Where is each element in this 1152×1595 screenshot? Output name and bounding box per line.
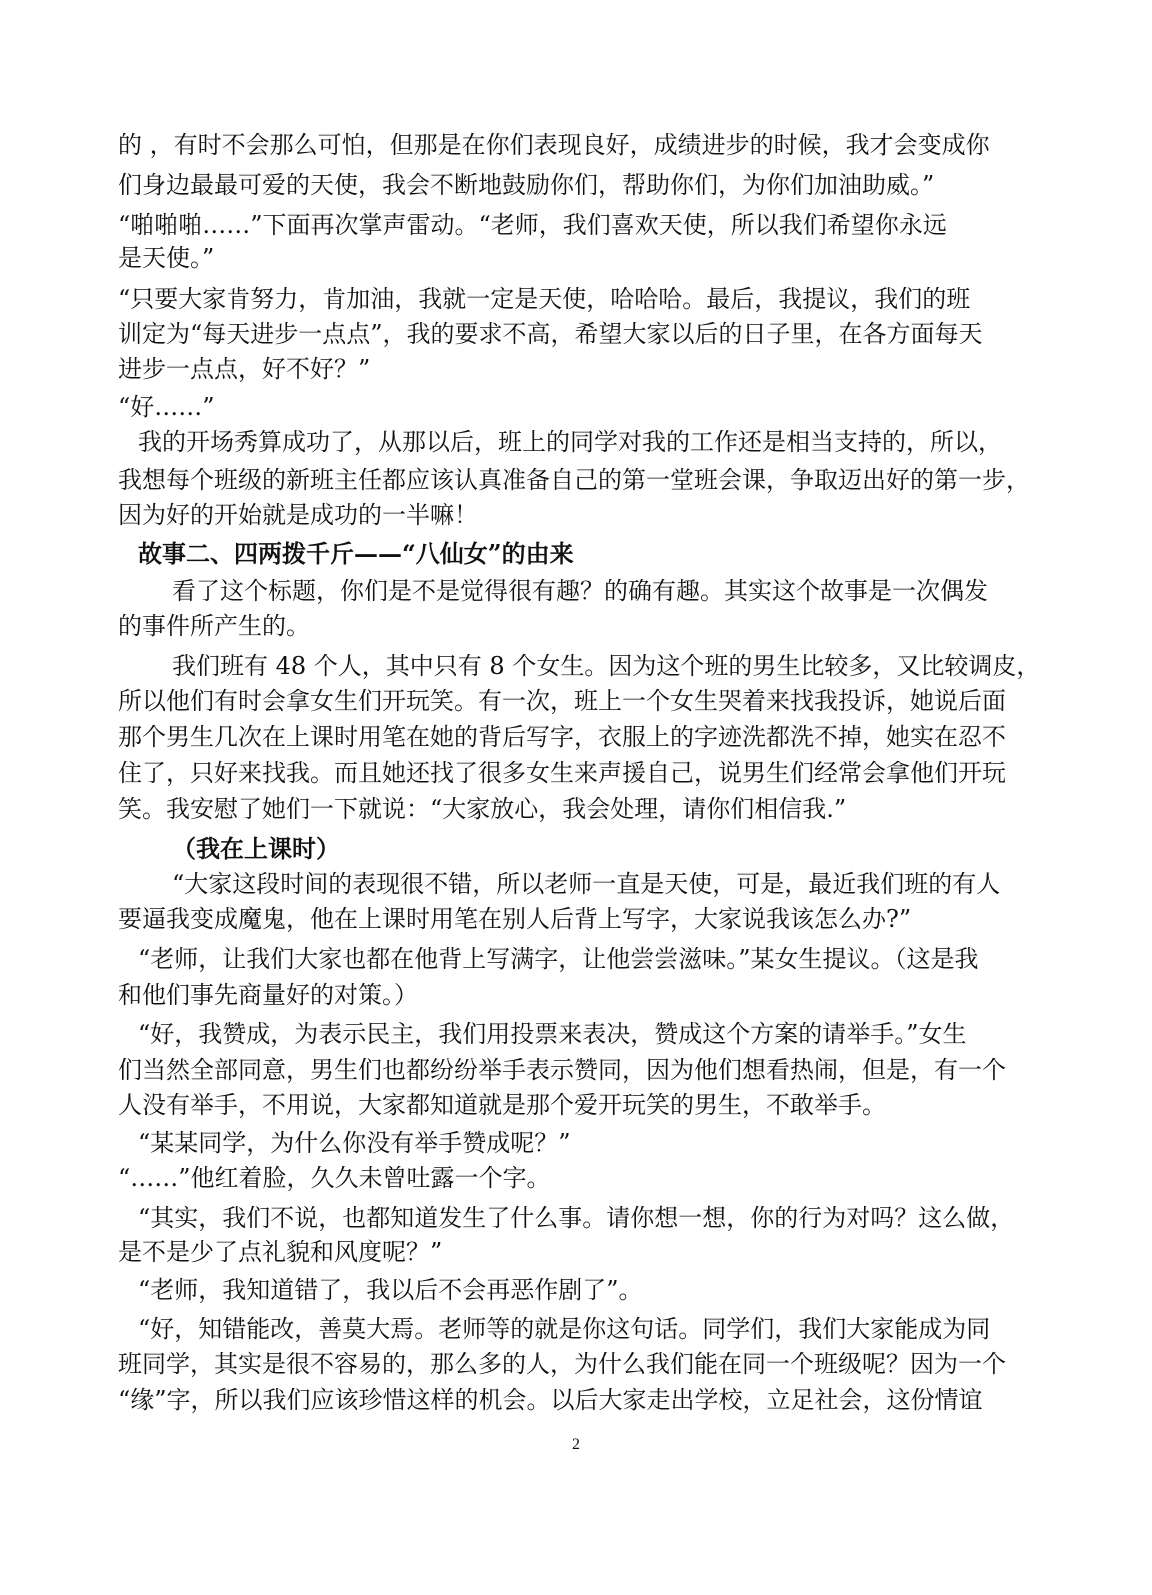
text-line: “缘”字，所以我们应该珍惜这样的机会。以后大家走出学校，立足社会，这份情谊	[118, 1386, 983, 1414]
text-line: 进步一点点，好不好？”	[118, 355, 371, 383]
text-line: “某某同学，为什么你没有举手赞成呢？”	[138, 1129, 571, 1157]
text-line: 住了，只好来找我。而且她还找了很多女生来声援自己，说男生们经常会拿他们开玩	[118, 759, 1006, 787]
text-line: 因为好的开始就是成功的一半嘛！	[118, 501, 478, 529]
text-line: 我想每个班级的新班主任都应该认真准备自己的第一堂班会课，争取迈出好的第一步，	[118, 466, 1030, 494]
text-line: 那个男生几次在上课时用笔在她的背后写字，衣服上的字迹洗都洗不掉，她实在忍不	[118, 723, 1006, 751]
text-line: “其实，我们不说，也都知道发生了什么事。请你想一想，你的行为对吗？这么做，	[138, 1204, 1015, 1232]
text-line: 笑。我安慰了她们一下就说：“大家放心，我会处理，请你们相信我.”	[118, 795, 847, 823]
text-line: 和他们事先商量好的对策。）	[118, 981, 418, 1009]
text-line: 要逼我变成魔鬼，他在上课时用笔在别人后背上写字，大家说我该怎么办?”	[118, 905, 912, 933]
text-line: “好，知错能改，善莫大焉。老师等的就是你这句话。同学们，我们大家能成为同	[138, 1315, 991, 1343]
text-line: 我们班有 48 个人，其中只有 8 个女生。因为这个班的男生比较多，又比较调皮，	[172, 652, 1041, 680]
section-heading: 故事二、四两拨千斤——“八仙女”的由来	[138, 539, 574, 568]
scene-note: （我在上课时）	[172, 834, 340, 863]
text-line: 班同学，其实是很不容易的，那么多的人，为什么我们能在同一个班级呢？因为一个	[118, 1350, 1006, 1378]
text-line: “老师，让我们大家也都在他背上写满字，让他尝尝滋味。”某女生提议。（这是我	[138, 945, 979, 973]
page-number: 2	[572, 1436, 580, 1453]
text-line: “……”他红着脸，久久未曾吐露一个字。	[118, 1164, 551, 1192]
text-line: 训定为“每天进步一点点”，我的要求不高，希望大家以后的日子里，在各方面每天	[118, 320, 983, 348]
text-line: “好……”	[118, 393, 215, 421]
text-line: 是不是少了点礼貌和风度呢？”	[118, 1238, 443, 1266]
text-line: 的 ，有时不会那么可怕，但那是在你们表现良好，成绩进步的时候，我才会变成你	[118, 131, 990, 159]
text-line: “好，我赞成，为表示民主，我们用投票来表决，赞成这个方案的请举手。”女生	[138, 1020, 967, 1048]
text-line: 是天使。”	[118, 244, 215, 272]
text-line: 所以他们有时会拿女生们开玩笑。有一次，班上一个女生哭着来找我投诉，她说后面	[118, 687, 1006, 715]
text-line: 们当然全部同意，男生们也都纷纷举手表示赞同，因为他们想看热闹，但是，有一个	[118, 1056, 1006, 1084]
text-line: “只要大家肯努力，肯加油，我就一定是天使，哈哈哈。最后，我提议，我们的班	[118, 285, 971, 313]
text-line: 的事件所产生的。	[118, 612, 310, 640]
text-line: “大家这段时间的表现很不错，所以老师一直是天使，可是，最近我们班的有人	[172, 870, 1001, 898]
text-line: 看了这个标题，你们是不是觉得很有趣？的确有趣。其实这个故事是一次偶发	[172, 577, 988, 605]
text-line: “啪啪啪……”下面再次掌声雷动。“老师，我们喜欢天使，所以我们希望你永远	[118, 211, 947, 239]
text-line: “老师，我知道错了，我以后不会再恶作剧了”。	[138, 1276, 643, 1304]
text-line: 我的开场秀算成功了，从那以后，班上的同学对我的工作还是相当支持的，所以，	[138, 428, 1002, 456]
text-line: 人没有举手，不用说，大家都知道就是那个爱开玩笑的男生，不敢举手。	[118, 1091, 886, 1119]
text-line: 们身边最最可爱的天使，我会不断地鼓励你们，帮助你们，为你们加油助威。”	[118, 171, 935, 199]
